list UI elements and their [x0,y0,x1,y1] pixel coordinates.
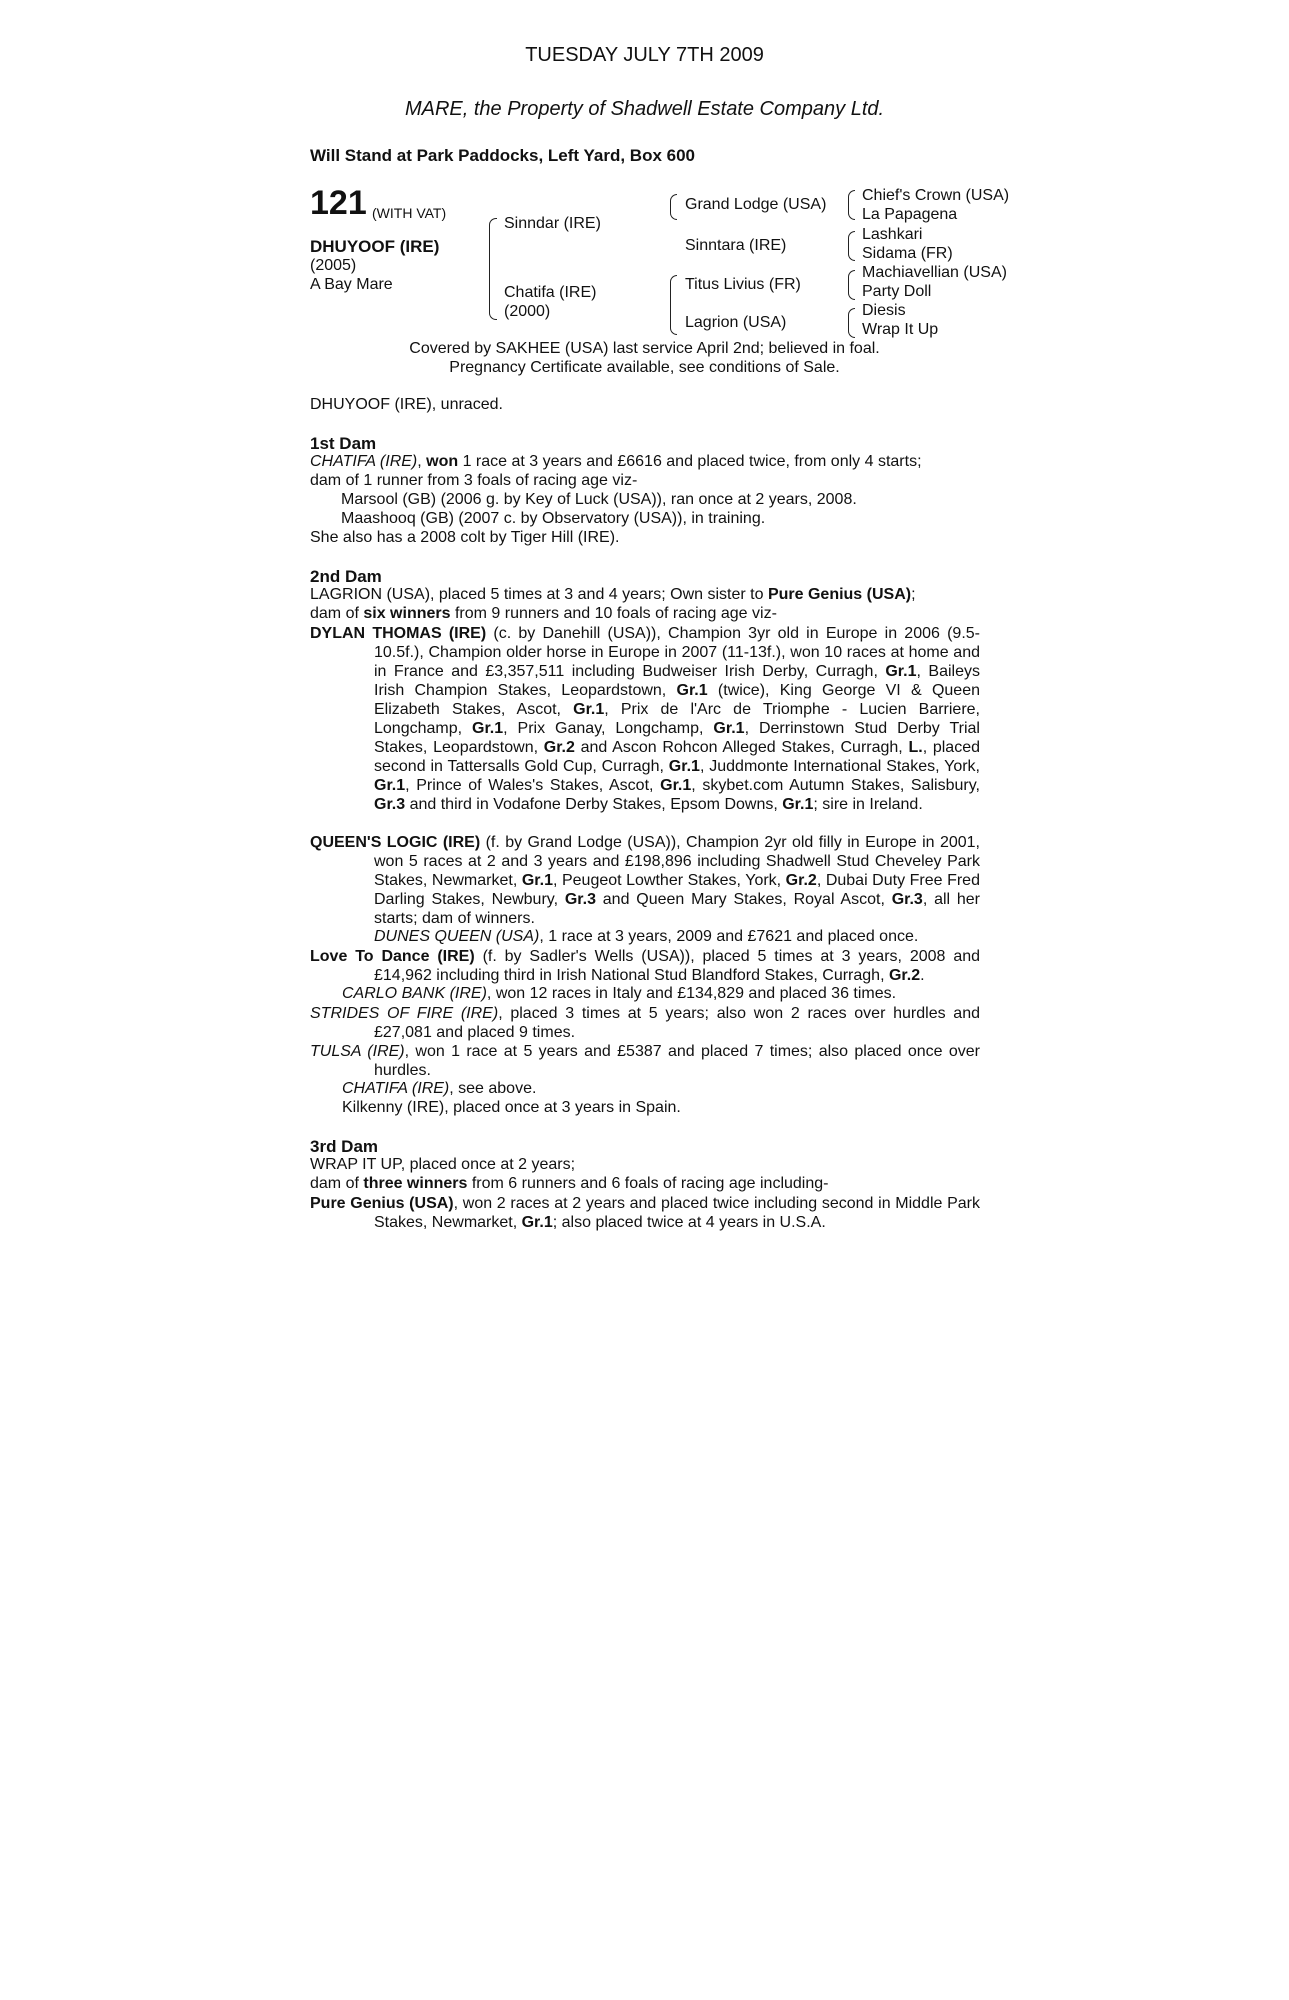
first-dam-heading: 1st Dam [310,434,377,453]
queen-text-2: , Peugeot Lowther Stakes, York, [552,872,786,889]
progeny-love-to-dance [310,947,981,985]
queen-text-3: , Dubai Duty Free Fred Darling Stakes, Newbury, [374,872,980,908]
pedigree-ssd: La Papagena [862,206,958,223]
third-dam-heading: 3rd Dam [310,1137,379,1156]
covered-line: Covered by SAKHEE (USA) last service April 2nd; believed in foal. [409,340,880,357]
dunes-queen-name: DUNES QUEEN (USA) [374,928,540,945]
strides-of-fire-text: , placed 3 times at 5 years; also won 2 races over hurdles and £27,081 and placed 9 times. [374,1005,980,1041]
grade-gr1: Gr.1 [374,777,406,794]
pedigree-sss: Chief's Crown (USA) [862,187,1010,204]
dylan-text-5: , Prix Ganay, Longchamp, [503,720,714,737]
chatifa-text: , see above. [449,1080,537,1097]
pure-genius-name: Pure Genius (USA) [310,1195,454,1212]
first-dam-record: CHATIFA (IRE), won 1 race at 3 years and £6616 and placed twice, from only 4 starts; [310,453,922,470]
first-dam-also: She also has a 2008 colt by Tiger Hill (IRE). [310,529,620,546]
pure-genius-text-2: ; also placed twice at 4 years in U.S.A. [552,1214,826,1231]
progeny-queens-logic [310,833,980,928]
progeny-carlo-bank [342,985,896,1003]
grade-gr3: Gr.3 [891,891,923,908]
grade-gr1: Gr.1 [472,720,504,737]
pedigree-brace-ds [848,270,855,300]
dylan-text-4: , Prix de l'Arc de Triomphe - Lucien Barriere, Longchamp, [374,701,981,737]
dylan-text-8: , placed second in Tattersalls Gold Cup, Curragh, [374,739,980,775]
pedigree-dds: Diesis [862,302,906,319]
dylan-text-13: ; sire in Ireland. [813,796,923,813]
dylan-text-1: (c. by Danehill (USA)), Champion 3yr old in Europe in 2006 (9.5-10.5f.), Champion older horse in Europe in 2007 (11-13f.), won 10 races at home and in France and £3,357,511 including Budweiser Irish Derby, Curragh, [374,625,981,680]
third-dam-produce-c: from 6 runners and 6 foals of racing age including- [467,1175,829,1192]
first-dam-won: won [426,453,459,470]
pedigree-sd: Sinntara (IRE) [685,237,787,254]
stand-location: Will Stand at Park Paddocks, Left Yard, Box 600 [310,146,695,165]
pedigree-brace-sd [848,231,855,261]
love-text-1: (f. by Sadler's Wells (USA)), placed 5 times at 3 years, 2008 and £14,962 including third in Irish National Stud Blandford Stakes, Curragh, [374,948,981,984]
grade-gr1: Gr.1 [573,701,605,718]
pedigree-brace-gen1 [489,218,497,320]
second-dam-sister: Pure Genius (USA) [767,586,912,603]
progeny-tulsa [310,1042,981,1080]
first-dam-progeny-2: Maashooq (GB) (2007 c. by Observatory (USA)), in training. [341,510,766,527]
grade-gr2: Gr.2 [543,739,575,756]
queen-text-5: , all her starts; dam of winners. [374,891,980,927]
pedigree-dam: Chatifa (IRE) [504,284,597,301]
dylan-text-10: , Prince of Wales's Stakes, Ascot, [405,777,661,794]
grade-listed: L. [908,739,923,756]
pedigree-dd: Lagrion (USA) [685,314,787,331]
grade-gr1: Gr.1 [676,682,708,699]
second-dam-produce-c: from 9 runners and 10 foals of racing age viz- [450,605,777,622]
dunes-queen-text: , 1 race at 3 years, 2009 and £7621 and placed once. [539,928,919,945]
grade-gr2: Gr.2 [785,872,817,889]
second-dam-produce [310,605,777,623]
vendor-subtitle: MARE, the Property of Shadwell Estate Company Ltd. [404,98,885,120]
vat-note: (WITH VAT) [372,205,447,221]
progeny-dylan-thomas [310,624,981,814]
pedigree-brace-ss [848,190,855,220]
dylan-text-9: , Juddmonte International Stakes, York, [699,758,980,775]
queen-text-1: (f. by Grand Lodge (USA)), Champion 2yr old filly in Europe in 2001, won 5 races at 2 and 3 years and £198,896 including Shadwell Stud Cheveley Park Stakes, Newmarket, [374,834,980,889]
sale-date: TUESDAY JULY 7TH 2009 [525,44,764,66]
second-dam-record-end: ; [911,586,916,603]
first-dam-record-text: 1 race at 3 years and £6616 and placed twice, from only 4 starts; [458,453,922,470]
third-dam-produce [310,1175,828,1193]
pedigree-sire: Sinndar (IRE) [504,215,601,232]
pedigree-brace-sire [670,194,677,220]
tulsa-text: , won 1 race at 5 years and £5387 and placed 7 times; also placed once over hurdles. [374,1043,981,1079]
progeny-strides-of-fire [310,1004,980,1042]
third-dam-record: WRAP IT UP, placed once at 2 years; [310,1156,576,1173]
pedigree-dam-year: (2000) [504,303,551,320]
pure-genius-text-1: , won 2 races at 2 years and placed twice including second in Middle Park Stakes, Newmarket, [374,1195,980,1231]
chatifa-name: CHATIFA (IRE) [342,1080,450,1097]
pedigree-sds: Lashkari [862,226,923,243]
dylan-text-7: and Ascon Rohcon Alleged Stakes, Curragh, [574,739,909,756]
queen-text-4: and Queen Mary Stakes, Royal Ascot, [595,891,892,908]
pedigree-dsd: Party Doll [862,283,932,300]
grade-gr1: Gr.1 [660,777,692,794]
queens-logic-name: QUEEN'S LOGIC (IRE) [310,834,481,851]
pedigree-dss: Machiavellian (USA) [862,264,1007,281]
second-dam-winners: six winners [363,605,451,622]
dylan-thomas-name: DYLAN THOMAS (IRE) [310,625,487,642]
first-dam-name: CHATIFA (IRE) [310,453,418,470]
progeny-chatifa [342,1080,536,1098]
third-dam-produce-a: dam of [310,1175,364,1192]
unraced-line: DHUYOOF (IRE), unraced. [310,396,503,413]
grade-gr3: Gr.3 [564,891,596,908]
love-to-dance-name: Love To Dance (IRE) [310,948,475,965]
grade-gr3: Gr.3 [374,796,406,813]
horse-year: (2005) [310,257,357,274]
tulsa-name: TULSA (IRE) [310,1043,405,1060]
grade-gr1: Gr.1 [668,758,700,775]
horse-name: DHUYOOF (IRE) [310,237,440,256]
carlo-bank-name: CARLO BANK (IRE) [342,985,487,1002]
pedigree-brace-dd [848,308,855,338]
grade-gr1: Gr.1 [521,1214,553,1231]
strides-of-fire-name: STRIDES OF FIRE (IRE) [310,1005,499,1022]
pedigree-sdd: Sidama (FR) [862,245,953,262]
third-dam-winners: three winners [363,1175,468,1192]
first-dam-produce: dam of 1 runner from 3 foals of racing age viz- [310,472,638,489]
lot-number: 121 [310,184,367,222]
grade-gr2: Gr.2 [888,967,921,984]
first-dam-progeny-1: Marsool (GB) (2006 g. by Key of Luck (USA)), ran once at 2 years, 2008. [341,491,857,508]
pedigree-ddd: Wrap It Up [862,321,939,338]
grade-gr1: Gr.1 [713,720,745,737]
carlo-bank-text: , won 12 races in Italy and £134,829 and placed 36 times. [486,985,897,1002]
horse-description: A Bay Mare [310,276,393,293]
dylan-text-12: and third in Vodafone Derby Stakes, Epsom Downs, [405,796,783,813]
grade-gr1: Gr.1 [782,796,814,813]
pregnancy-line: Pregnancy Certificate available, see conditions of Sale. [449,359,840,376]
second-dam-record-text: LAGRION (USA), placed 5 times at 3 and 4 years; Own sister to [310,586,768,603]
second-dam-heading: 2nd Dam [310,567,382,586]
dylan-text-2: , Baileys Irish Champion Stakes, Leopardstown, [374,663,980,699]
pedigree-ss: Grand Lodge (USA) [685,196,827,213]
grade-gr1: Gr.1 [885,663,917,680]
grade-gr1: Gr.1 [521,872,553,889]
second-dam-produce-a: dam of [310,605,364,622]
love-text-2: . [920,967,925,984]
progeny-dunes-queen [374,928,918,946]
progeny-kilkenny: Kilkenny (IRE), placed once at 3 years in Spain. [342,1099,681,1116]
dylan-text-11: , skybet.com Autumn Stakes, Salisbury, [691,777,980,794]
dylan-text-3: (twice), King George VI & Queen Elizabeth Stakes, Ascot, [374,682,980,718]
pedigree-ds: Titus Livius (FR) [685,276,801,293]
progeny-pure-genius [310,1194,980,1232]
dylan-text-6: , Derrinstown Stud Derby Trial Stakes, Leopardstown, [374,720,980,756]
second-dam-record [310,586,916,604]
pedigree-brace-dam [670,275,677,335]
